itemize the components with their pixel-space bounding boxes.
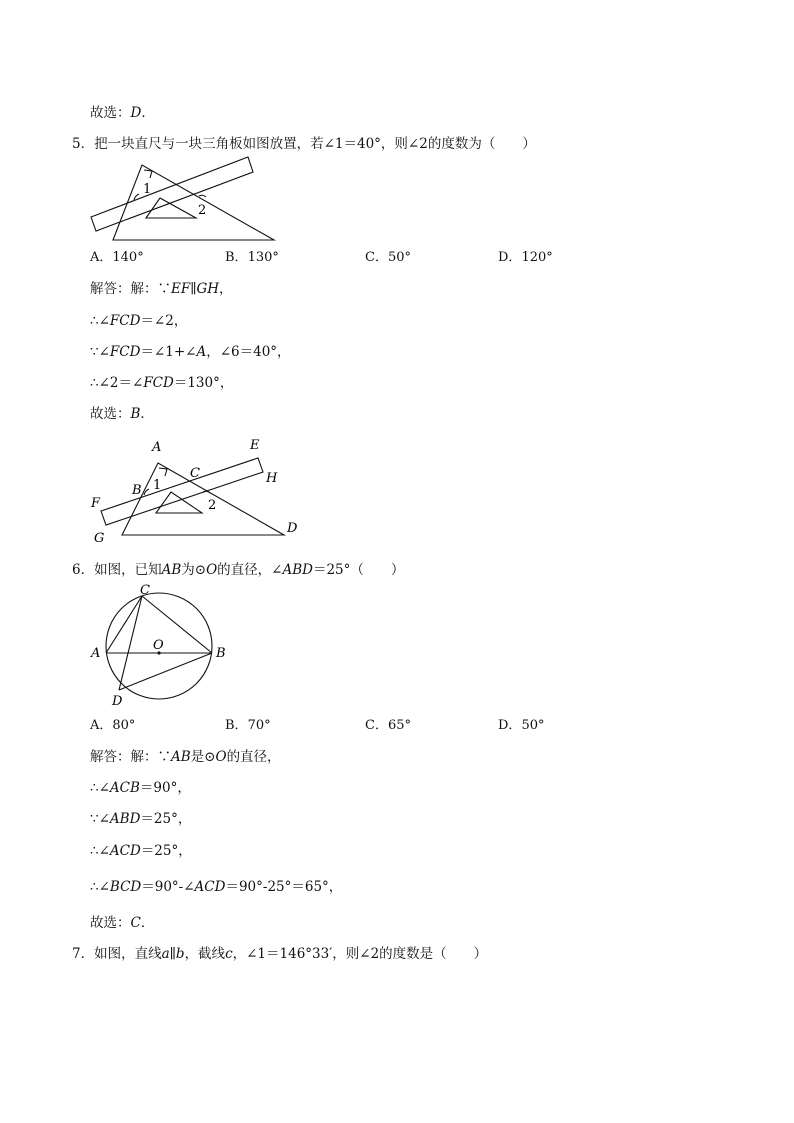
text: ∴∠2＝∠ <box>90 375 144 391</box>
q6-solution-line-5 <box>90 878 342 896</box>
var: ACD <box>194 879 226 895</box>
period: ． <box>141 105 155 121</box>
q6-option-a <box>90 717 135 735</box>
option-value: 70° <box>247 718 271 733</box>
label-g: G <box>94 531 105 546</box>
label-e: E <box>250 438 260 453</box>
label-d: D <box>287 521 298 536</box>
text: ，∠6＝40°， <box>206 344 291 360</box>
text: ，∠1＝146°33′，则∠2的度数是（ ） <box>232 946 488 962</box>
option-value: 130° <box>247 250 279 265</box>
text: ＝25°（ ） <box>312 562 405 578</box>
label-b: B <box>132 483 142 498</box>
choose-label: 故选： <box>90 915 131 931</box>
var: AB <box>171 749 191 765</box>
answer-letter: D <box>130 105 142 121</box>
segment-db <box>119 653 212 690</box>
text: ＝90°-∠ <box>141 879 195 895</box>
var: ABD <box>282 562 313 578</box>
q6-solution-line-1 <box>90 748 281 766</box>
option-letter: B． <box>225 250 248 265</box>
var: AB <box>161 562 182 578</box>
text: ＝∠2， <box>140 313 188 329</box>
label-angle-2: 2 <box>208 498 217 513</box>
option-letter: A． <box>90 250 113 265</box>
var: A <box>196 344 207 360</box>
question-text: 把一块直尺与一块三角板如图放置，若∠1＝40°，则∠2的度数为（ ） <box>94 136 536 152</box>
text: 为⊙ <box>181 562 207 578</box>
text: 如图，已知 <box>94 562 162 578</box>
text: ＝∠1+∠ <box>140 344 197 360</box>
choose-label: 故选： <box>90 105 131 121</box>
option-value: 65° <box>387 718 411 733</box>
option-letter: D． <box>498 250 522 265</box>
segment-cd <box>119 596 142 690</box>
var-ef: EF <box>171 281 191 297</box>
label-b: B <box>216 646 226 661</box>
q6-option-c <box>365 717 411 735</box>
q6-answer-line <box>90 914 154 932</box>
q6-solution-line-3 <box>90 810 191 828</box>
text: ∴∠ <box>90 843 110 859</box>
label-angle-2: 2 <box>198 203 207 218</box>
option-letter: B． <box>225 718 248 733</box>
solution-intro: 解答：解：∵ <box>90 281 171 297</box>
var: FCD <box>109 313 141 329</box>
q6-solution-line-4 <box>90 842 192 860</box>
question-number: 5． <box>72 136 95 152</box>
choose-label: 故选： <box>90 406 131 422</box>
option-letter: C． <box>365 718 388 733</box>
text: 如图，直线 <box>94 946 162 962</box>
var: BCD <box>109 879 142 895</box>
var: FCD <box>109 344 141 360</box>
label-c: C <box>140 583 150 598</box>
var: ABD <box>109 811 141 827</box>
text: 是⊙ <box>190 749 216 765</box>
label-d: D <box>112 694 123 709</box>
q6-option-d <box>498 717 544 735</box>
solution-intro: 解答：解：∵ <box>90 749 171 765</box>
period: ． <box>140 406 154 422</box>
text: ∴∠ <box>90 780 110 796</box>
var: O <box>206 562 218 578</box>
option-value: 120° <box>521 250 553 265</box>
text: 的直径，∠ <box>217 562 283 578</box>
text: ∵∠ <box>90 811 110 827</box>
var: ACD <box>109 843 141 859</box>
var: b <box>175 946 185 962</box>
comma: ， <box>219 281 233 297</box>
option-value: 50° <box>521 718 545 733</box>
answer-letter: C <box>130 915 141 931</box>
text: ∴∠ <box>90 879 110 895</box>
q7-stem <box>72 945 487 963</box>
label-angle-1: 1 <box>143 182 152 197</box>
parallel-symbol: ∥ <box>169 946 176 962</box>
label-o: O <box>153 638 164 653</box>
text: ＝130°， <box>173 375 234 391</box>
q6-option-b <box>225 717 271 735</box>
text: ∴∠ <box>90 313 110 329</box>
text: ＝90°， <box>139 780 191 796</box>
option-letter: D． <box>498 718 522 733</box>
text: ，截线 <box>184 946 226 962</box>
option-value: 50° <box>387 250 411 265</box>
text: ∵∠ <box>90 344 110 360</box>
question-number: 6． <box>72 562 95 578</box>
q6-solution-line-2 <box>90 779 191 797</box>
segment-ac <box>106 596 142 653</box>
parallel-symbol: ∥ <box>190 281 197 297</box>
option-letter: C． <box>365 250 388 265</box>
label-a: A <box>91 646 101 661</box>
text: ＝90°-25°＝65°， <box>225 879 343 895</box>
option-letter: A． <box>90 718 113 733</box>
var: c <box>225 946 233 962</box>
label-f: F <box>91 496 101 511</box>
label-h: H <box>266 471 278 486</box>
period: ． <box>140 915 155 931</box>
label-a: A <box>152 440 162 455</box>
var: FCD <box>143 375 174 391</box>
label-c: C <box>190 466 200 481</box>
question-number: 7． <box>72 946 95 962</box>
text: 的直径， <box>226 749 281 765</box>
var: a <box>161 946 170 962</box>
text: ＝25°， <box>140 811 192 827</box>
text: ＝25°， <box>140 843 192 859</box>
var-gh: GH <box>196 281 220 297</box>
var: O <box>215 749 227 765</box>
option-value: 140° <box>112 250 144 265</box>
answer-letter: B <box>130 406 141 422</box>
label-angle-1: 1 <box>153 478 162 493</box>
option-value: 80° <box>112 718 136 733</box>
var: ACB <box>109 780 140 796</box>
